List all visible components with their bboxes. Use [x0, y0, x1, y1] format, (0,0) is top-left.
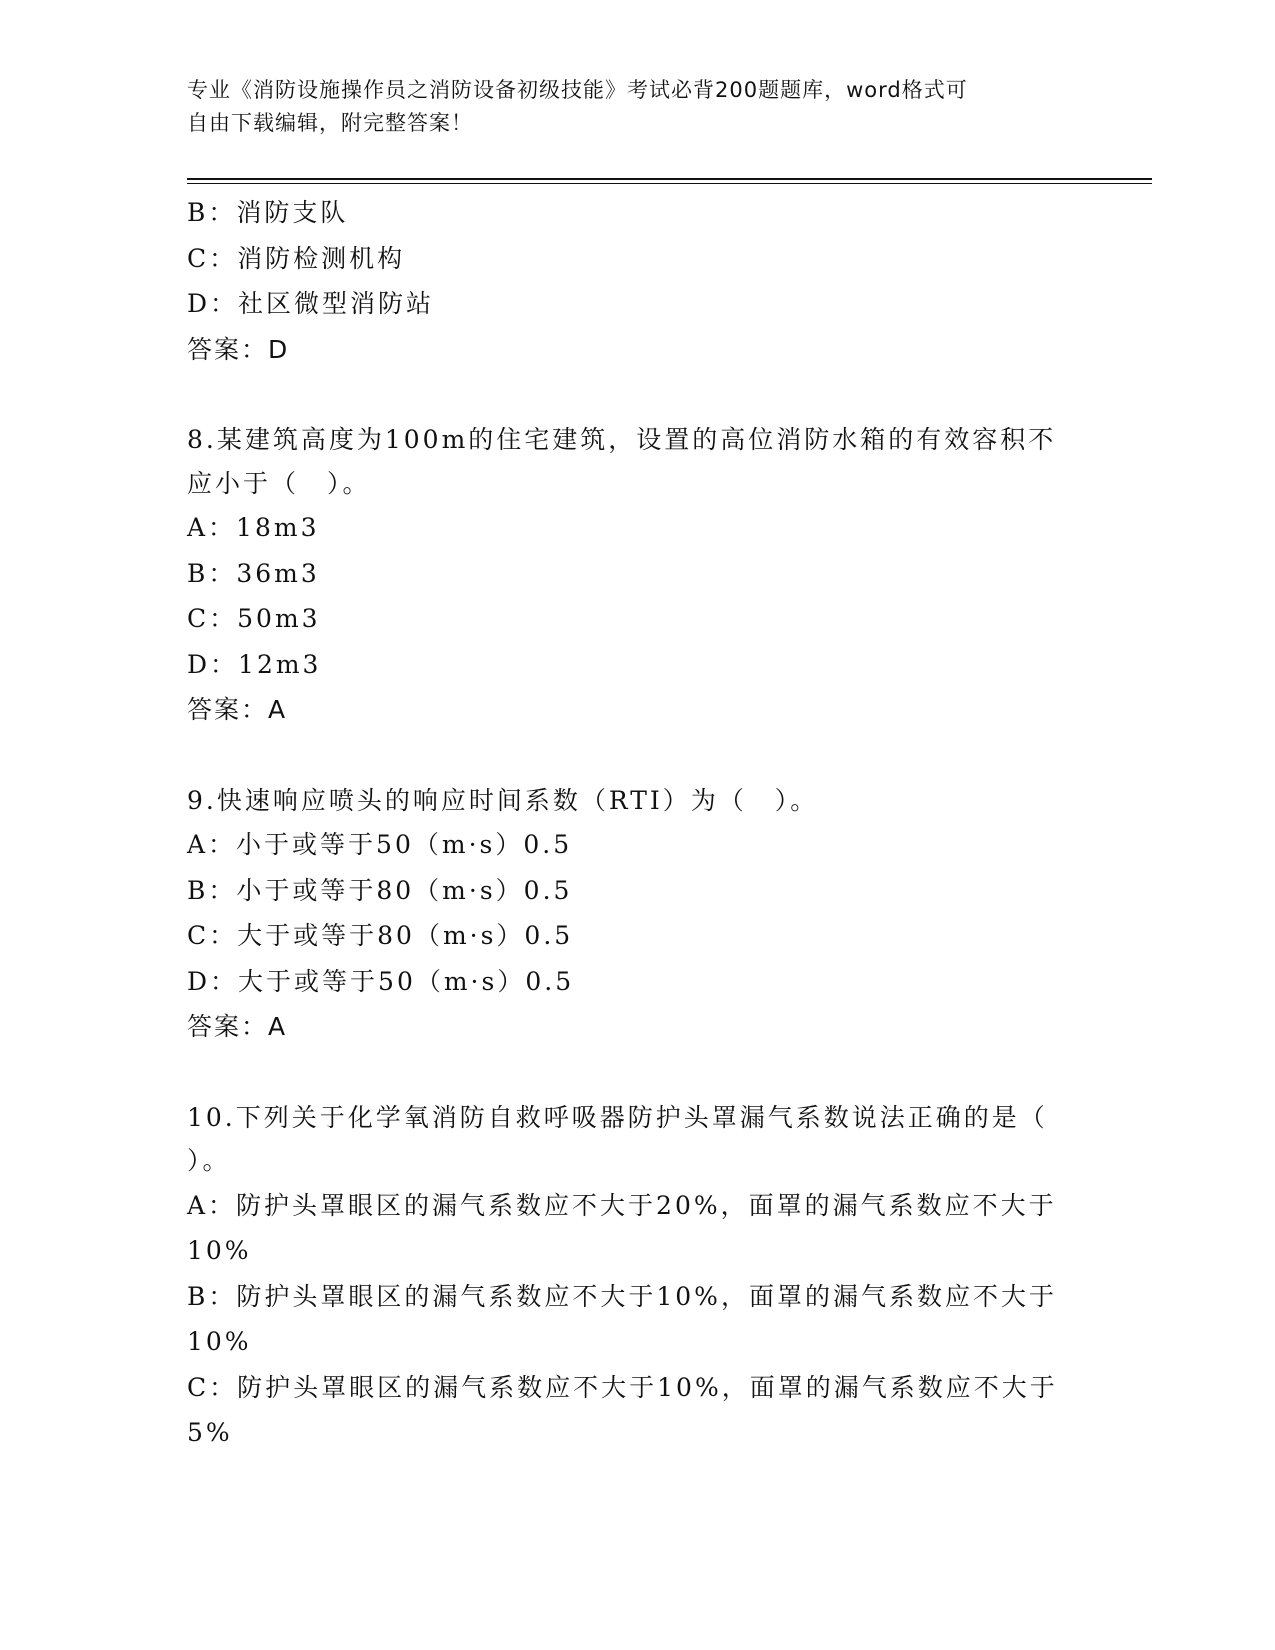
- spacer: [187, 372, 1087, 418]
- header-divider-thin: [187, 183, 1152, 184]
- header-line-2: 自由下载编辑，附完整答案！: [187, 111, 473, 135]
- answer-label: 答案：A: [187, 695, 288, 724]
- spacer: [187, 733, 1087, 779]
- option-c: C：消防检测机构: [187, 243, 406, 273]
- question-stem: [187, 779, 1067, 823]
- option-b-continued: 10%: [187, 1327, 252, 1356]
- option-b: B：小于或等于80（m·s）0.5: [187, 875, 573, 905]
- question-stem-line: 应小于（ ）。: [187, 468, 371, 498]
- question-7-continuation: [187, 190, 1087, 372]
- question-10: [187, 1096, 1087, 1456]
- header-line-1: 专业《消防设施操作员之消防设备初级技能》考试必背200题题库，word格式可: [187, 78, 968, 102]
- document-header: [187, 74, 1067, 140]
- question-9: [187, 779, 1087, 1050]
- question-stem: [187, 418, 1067, 505]
- option-d: D：12m3: [187, 649, 322, 679]
- question-stem-line: ）。: [187, 1146, 231, 1175]
- option-a: A：小于或等于50（m·s）0.5: [187, 830, 573, 859]
- question-stem-line: 8.某建筑高度为100m的住宅建筑，设置的高位消防水箱的有效容积不: [187, 425, 1057, 454]
- question-8: [187, 418, 1087, 733]
- option-c: C：防护头罩眼区的漏气系数应不大于10%，面罩的漏气系数应不大于: [187, 1372, 1058, 1402]
- answer-label: 答案：A: [187, 1012, 288, 1041]
- option-c: C：50m3: [187, 604, 321, 633]
- answer-label: 答案：D: [187, 334, 290, 364]
- option-d: D：社区微型消防站: [187, 289, 435, 318]
- question-stem-line: 10.下列关于化学氧消防自救呼吸器防护头罩漏气系数说法正确的是（: [187, 1102, 1048, 1132]
- question-stem: [187, 1096, 1067, 1183]
- option-a-continued: 10%: [187, 1236, 252, 1265]
- option-c-continued: 5%: [187, 1418, 233, 1447]
- option-d: D：大于或等于50（m·s）0.5: [187, 966, 575, 996]
- header-divider-thick: [187, 178, 1152, 180]
- option-b: B：36m3: [187, 558, 320, 588]
- question-content: [187, 190, 1087, 1456]
- option-b: B：防护头罩眼区的漏气系数应不大于10%，面罩的漏气系数应不大于: [187, 1281, 1057, 1311]
- option-c: C：大于或等于80（m·s）0.5: [187, 921, 574, 950]
- option-a: A：18m3: [187, 513, 320, 542]
- option-b: B：消防支队: [187, 198, 349, 227]
- spacer: [187, 1050, 1087, 1096]
- question-stem-line: 9.快速响应喷头的响应时间系数（RTI）为（ ）。: [187, 785, 819, 815]
- option-a: A：防护头罩眼区的漏气系数应不大于20%，面罩的漏气系数应不大于: [187, 1190, 1057, 1220]
